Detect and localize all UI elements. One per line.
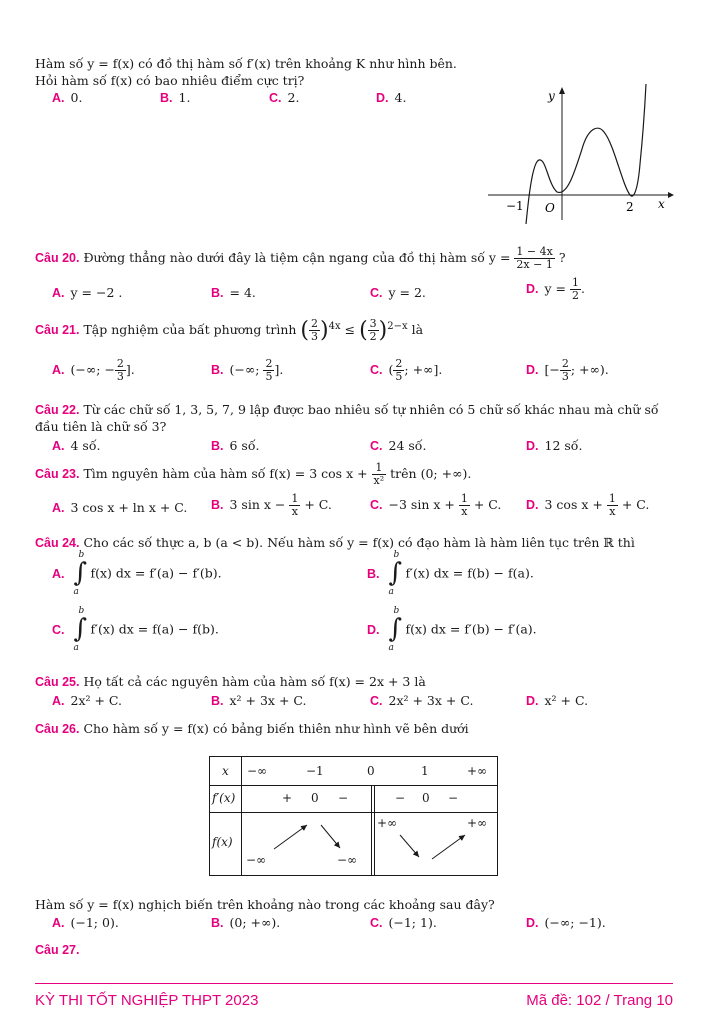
q24-option-a[interactable]: A. b ∫ a f(x) dx = f′(a) − f′(b). — [52, 550, 222, 597]
q19-option-b[interactable] — [160, 90, 190, 105]
q24-option-b[interactable]: B. b ∫ a f′(x) dx = f(b) − f(a). — [367, 550, 534, 597]
q26-option-c[interactable]: C. (−1; 1). — [370, 915, 437, 930]
tick-2-label: 2 — [626, 200, 634, 214]
option-text: 2. — [287, 90, 300, 105]
q20-option-a[interactable]: A. y = −2 . — [52, 285, 123, 300]
q26-option-d[interactable]: D. (−∞; −1). — [526, 915, 606, 930]
option-text: 1. — [178, 90, 191, 105]
question-label: Câu 24. — [35, 536, 80, 550]
q20-stem: Câu 20. Đường thẳng nào dưới đây là tiệm cận ngang của đồ thị hàm số y = $\frac{1 - 4x}{2x - 1}$ ? — [35, 245, 566, 271]
q19-option-a[interactable] — [52, 90, 82, 105]
question-text: Tập nghiệm của bất phương trình — [83, 322, 297, 337]
fprime-sign: 0 — [311, 791, 319, 805]
variation-arrows — [210, 757, 497, 875]
option-letter: A. — [52, 91, 65, 105]
q27-label: Câu 27. — [35, 943, 80, 957]
question-label: Câu 20. — [35, 251, 80, 265]
q19-line2: Hỏi hàm số f(x) có bao nhiêu điểm cực trị? — [35, 73, 305, 88]
q19-line1: Hàm số y = f(x) có đồ thị hàm số f′(x) trên khoảng K như hình bên. — [35, 56, 457, 71]
fraction: $\frac{1 - 4x}{2x - 1}$ — [516, 245, 553, 271]
q25-option-c[interactable]: C. 2x² + 3x + C. — [370, 693, 474, 708]
q25-stem — [35, 674, 426, 689]
f-value: −∞ — [246, 853, 267, 867]
q25-option-d[interactable]: D. x² + C. — [526, 693, 589, 708]
footer-exam-title: KỲ THI TỐT NGHIỆP THPT 2023 — [35, 992, 259, 1009]
option-letter: C. — [269, 91, 282, 105]
header-f: f(x) — [212, 835, 233, 849]
f-value: +∞ — [377, 816, 398, 830]
x-value: −∞ — [247, 764, 268, 778]
y-axis-label: y — [548, 89, 555, 103]
question-text: Họ tất cả các nguyên hàm của hàm số f(x) = 2x + 3 là — [83, 674, 426, 689]
q22-option-d[interactable]: D. 12 số. — [526, 438, 583, 453]
variation-table — [209, 756, 498, 876]
f-value: +∞ — [467, 816, 488, 830]
x-axis-arrow — [668, 192, 674, 198]
q23-option-b[interactable]: B. 3 sin x − $\frac{1}{x}$ + C. — [211, 492, 332, 518]
tick-neg1-label: −1 — [506, 199, 524, 213]
q22-stem-line2: đầu tiên là chữ số 3? — [35, 419, 167, 434]
option-letter: D. — [376, 91, 389, 105]
q26-stem — [35, 721, 469, 736]
option-letter: B. — [160, 91, 173, 105]
q25-option-a[interactable]: A. 2x² + C. — [52, 693, 123, 708]
arrow-down — [321, 825, 340, 848]
q24-stem — [35, 535, 635, 550]
question-text: Cho hàm số y = f(x) có bảng biến thiên như hình vẽ bên dưới — [83, 721, 469, 736]
footer-page-info: Mã đề: 102 / Trang 10 — [526, 992, 673, 1009]
q21-option-c[interactable]: C. ( $\frac{2}{5}$ ; +∞]. — [370, 357, 443, 383]
x-value: 0 — [367, 764, 375, 778]
q21-option-a[interactable]: A. (−∞; − $\frac{2}{3}$ ]. — [52, 357, 135, 383]
q24-option-c[interactable]: C. b ∫ a f′(x) dx = f(a) − f(b). — [52, 606, 219, 653]
q22-option-c[interactable]: C. 24 số. — [370, 438, 427, 453]
q21-option-d[interactable]: D. [− $\frac{2}{3}$ ; +∞). — [526, 357, 609, 383]
q23-stem: Câu 23. Tìm nguyên hàm của hàm số f(x) = 3 cos x + $\frac{1}{\text{x²}}$ trên (0; +∞). — [35, 461, 472, 487]
option-text: 4. — [394, 90, 407, 105]
f-value: −∞ — [337, 853, 358, 867]
derivative-graph — [482, 84, 682, 224]
arrow-down — [432, 835, 465, 859]
fprime-sign: 0 — [422, 791, 430, 805]
question-label: Câu 26. — [35, 722, 80, 736]
q23-option-d[interactable]: D. 3 cos x + $\frac{1}{x}$ + C. — [526, 492, 650, 518]
q22-option-b[interactable]: B. 6 số. — [211, 438, 260, 453]
q20-option-b[interactable]: B. = 4. — [211, 285, 256, 300]
question-text: Tìm nguyên hàm của hàm số f(x) = 3 cos x + — [83, 466, 368, 481]
q26-question: Hàm số y = f(x) nghịch biến trên khoảng nào trong các khoảng sau đây? — [35, 897, 495, 912]
header-x: x — [222, 764, 229, 778]
question-text: Từ các chữ số 1, 3, 5, 7, 9 lập được bao nhiêu số tự nhiên có 5 chữ số khác nhau mà chữ số — [83, 402, 659, 417]
fprime-sign: − — [338, 791, 349, 805]
q22-stem-line1 — [35, 402, 659, 417]
q23-option-c[interactable]: C. −3 sin x + $\frac{1}{x}$ + C. — [370, 492, 502, 518]
question-label: Câu 21. — [35, 323, 80, 337]
fprime-sign: − — [448, 791, 459, 805]
x-axis-label: x — [658, 197, 665, 211]
x-value: 1 — [421, 764, 429, 778]
arrow-up — [274, 825, 307, 849]
question-label: Câu 25. — [35, 675, 80, 689]
fprime-sign: − — [395, 791, 406, 805]
q20-option-c[interactable]: C. y = 2. — [370, 285, 426, 300]
y-axis-arrow — [559, 87, 565, 94]
x-value: +∞ — [467, 764, 488, 778]
question-text: Đường thẳng nào dưới đây là tiệm cận ngang của đồ thị hàm số y = — [83, 250, 511, 265]
x-value: −1 — [306, 764, 324, 778]
footer-rule — [35, 983, 673, 984]
arrow-down — [400, 835, 419, 857]
q23-option-a[interactable]: A. 3 cos x + ln x + C. — [52, 500, 188, 515]
q21-stem: Câu 21. Tập nghiệm của bất phương trình ( $\frac{2}{3}$ )$^{4x}$ ≤ ( $\frac{3}{2}$ )$^{2-x}$ là — [35, 317, 424, 343]
q22-option-a[interactable]: A. 4 số. — [52, 438, 101, 453]
q21-option-b[interactable]: B. (−∞; $\frac{2}{5}$ ]. — [211, 357, 284, 383]
option-text: 0. — [70, 90, 83, 105]
question-text: Cho các số thực a, b (a < b). Nếu hàm số y = f(x) có đạo hàm là hàm liên tục trên ℝ thì — [83, 535, 635, 550]
question-label: Câu 22. — [35, 403, 80, 417]
q19-option-c[interactable] — [269, 90, 299, 105]
origin-label: O — [545, 201, 555, 215]
question-label: Câu 23. — [35, 467, 80, 481]
q25-option-b[interactable]: B. x² + 3x + C. — [211, 693, 307, 708]
header-fprime: f′(x) — [212, 791, 236, 805]
q26-option-b[interactable]: B. (0; +∞). — [211, 915, 281, 930]
q26-option-a[interactable]: A. (−1; 0). — [52, 915, 119, 930]
q24-option-d[interactable]: D. b ∫ a f(x) dx = f′(b) − f′(a). — [367, 606, 537, 653]
q20-option-d[interactable]: D. y = $\frac{1}{2}$ . — [526, 276, 585, 302]
q19-option-d[interactable] — [376, 90, 406, 105]
fprime-sign: + — [282, 791, 293, 805]
